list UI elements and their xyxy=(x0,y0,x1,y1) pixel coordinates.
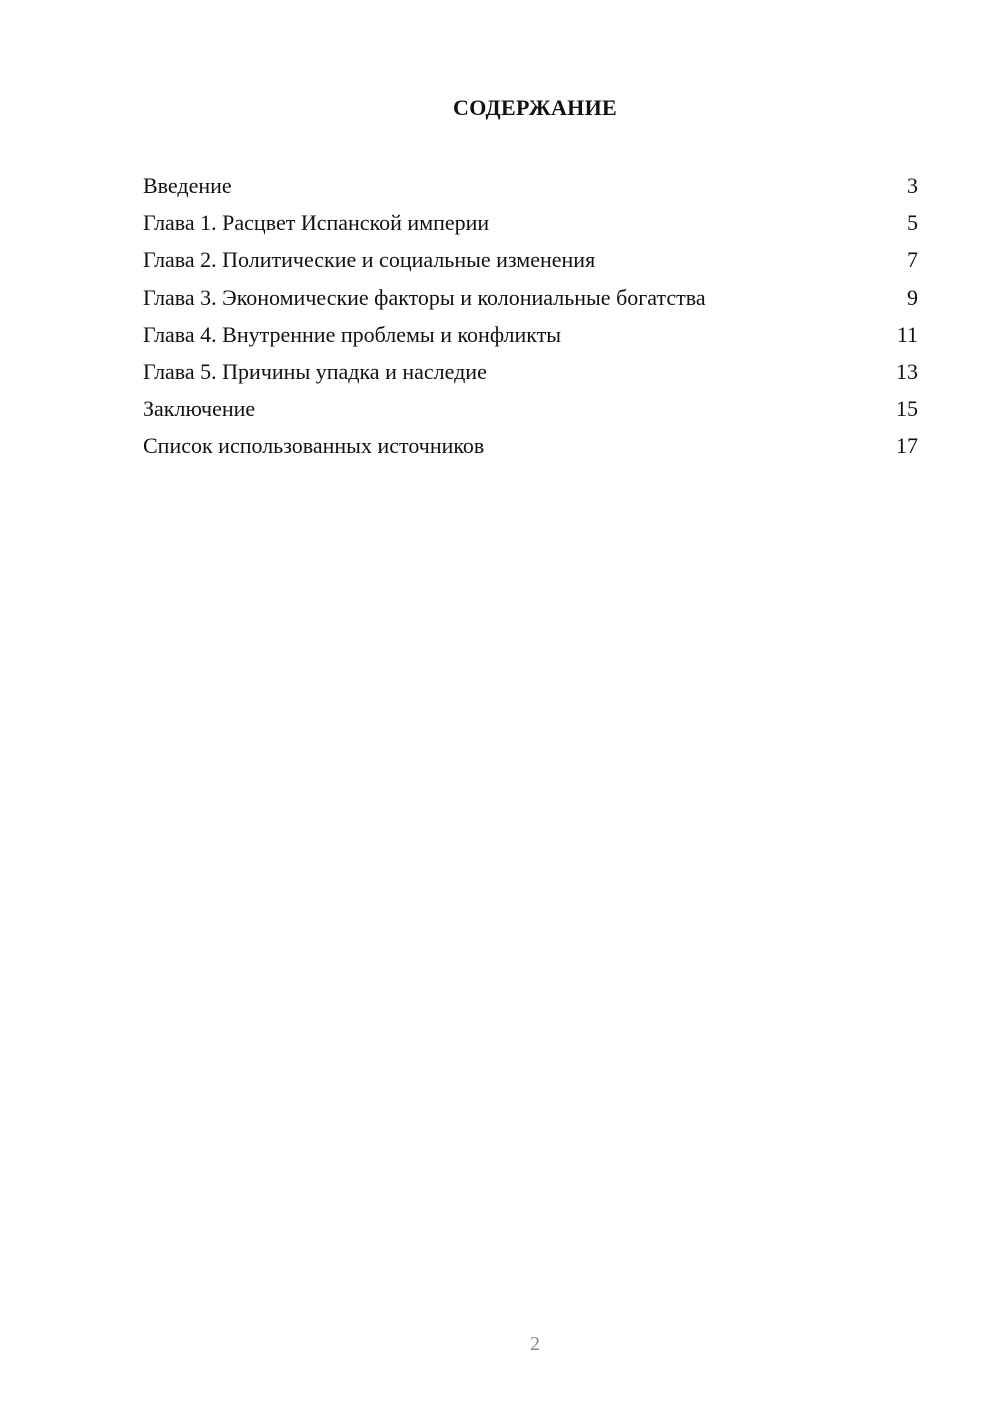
toc-entry-label: Глава 5. Причины упадка и наследие xyxy=(143,358,487,384)
toc-entry-label: Заключение xyxy=(143,396,256,422)
toc-entry-page: 13 xyxy=(896,358,918,384)
toc-entry-conclusion xyxy=(143,390,918,427)
toc-entry-page: 3 xyxy=(907,173,918,198)
toc-entry-introduction xyxy=(143,167,918,204)
toc-entry-label: Введение xyxy=(143,173,232,198)
toc-entry-page: 7 xyxy=(907,247,918,273)
toc-entry-chapter-4 xyxy=(143,316,918,353)
toc-entry-page: 17 xyxy=(896,433,918,459)
toc-entry-page: 15 xyxy=(896,396,918,422)
toc-entry-chapter-2 xyxy=(143,241,918,278)
toc-entry-page: 5 xyxy=(907,210,918,236)
toc-entry-label: Глава 2. Политические и социальные изменения xyxy=(143,247,596,273)
toc-entry-chapter-5 xyxy=(143,353,918,390)
toc-entry-page: 11 xyxy=(896,321,918,347)
toc-entry-label: Список использованных источников xyxy=(143,433,485,459)
toc-entry-label: Глава 3. Экономические факторы и колониальные богатства xyxy=(143,284,706,310)
toc-entry-chapter-3 xyxy=(143,279,918,316)
page-number: 2 xyxy=(530,1333,540,1355)
toc-entry-label: Глава 1. Расцвет Испанской империи xyxy=(143,210,490,236)
toc-title: СОДЕРЖАНИЕ xyxy=(453,95,617,120)
toc-entry-label: Глава 4. Внутренние проблемы и конфликты xyxy=(143,321,562,347)
toc-entry-page: 9 xyxy=(907,284,918,310)
toc-list xyxy=(143,167,918,465)
toc-entry-chapter-1 xyxy=(143,204,918,241)
toc-entry-references xyxy=(143,427,918,464)
